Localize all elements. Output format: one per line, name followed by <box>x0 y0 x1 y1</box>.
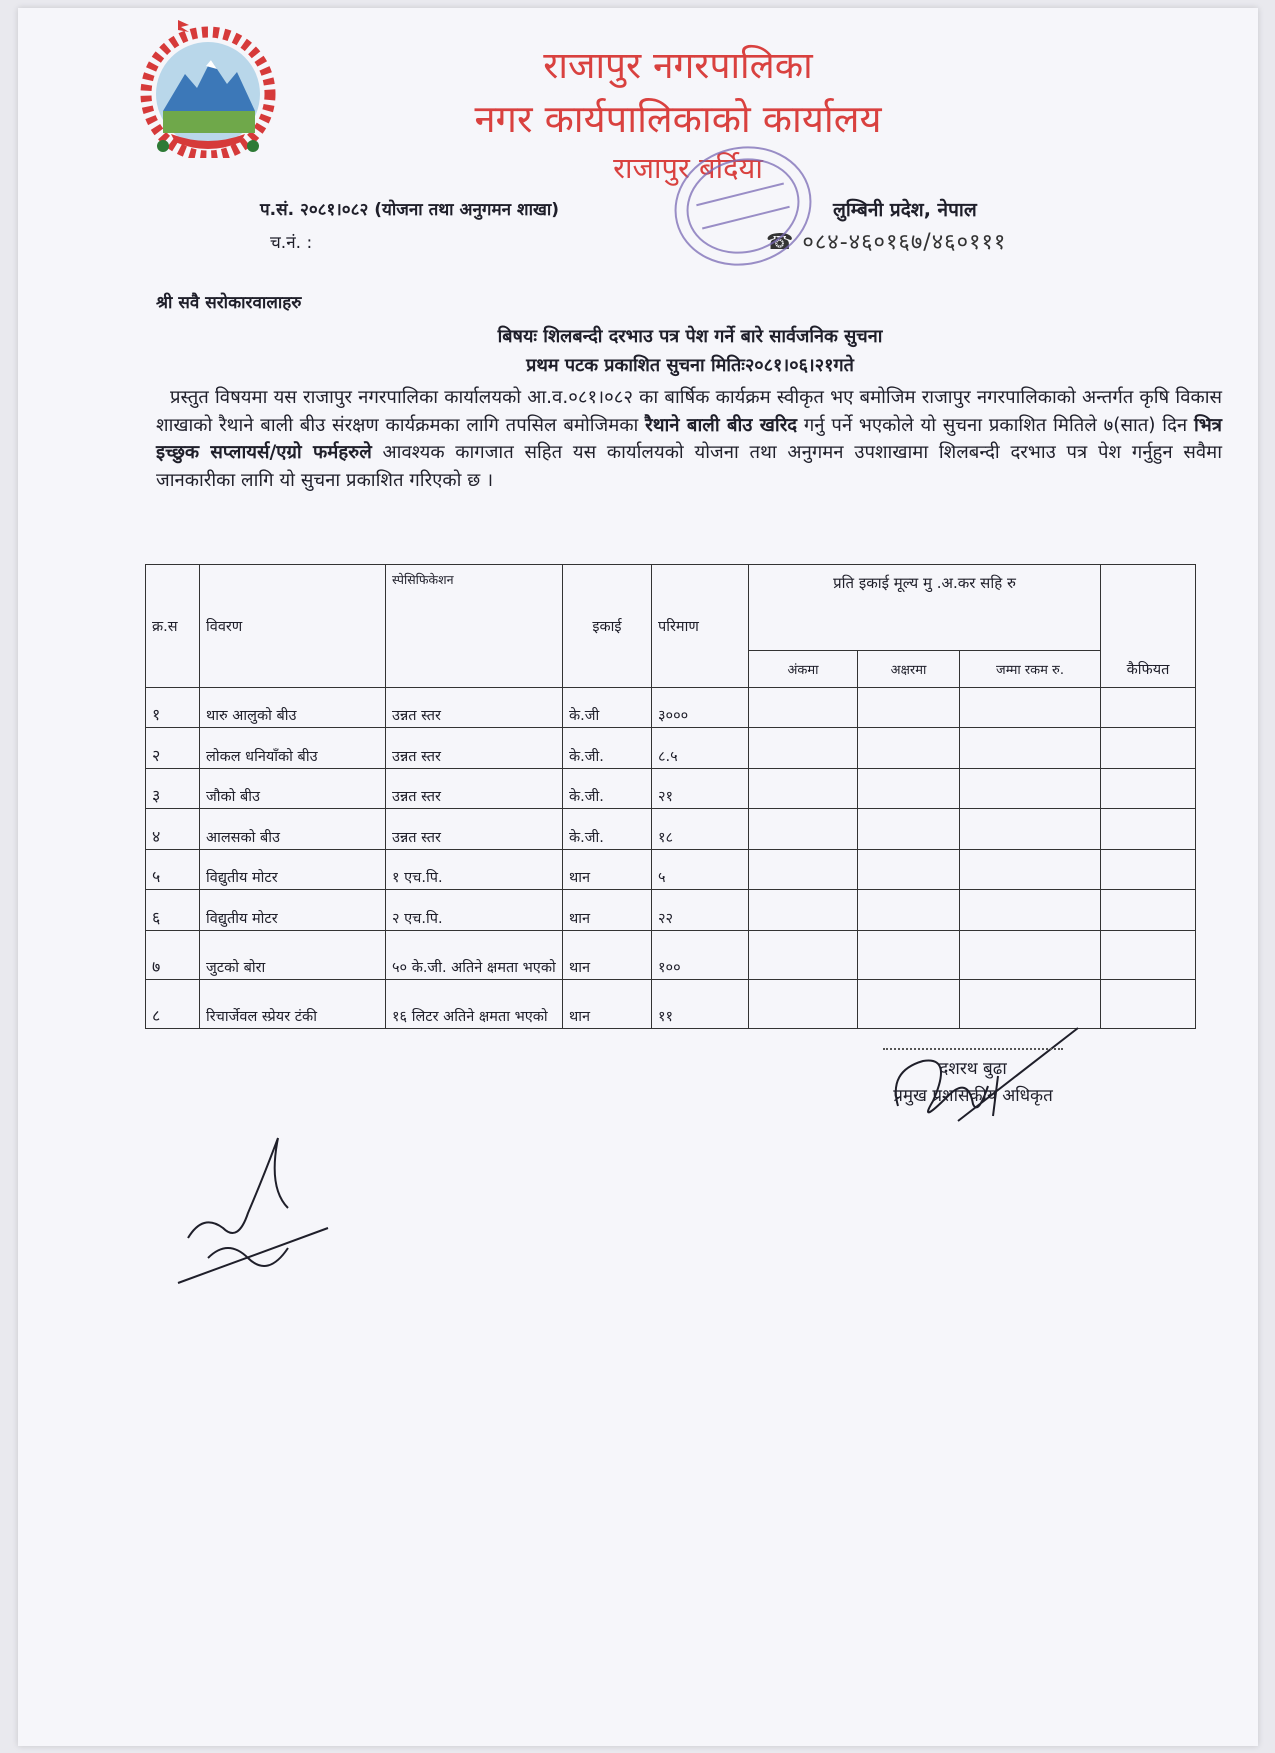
nepal-emblem-icon <box>123 16 293 158</box>
signer-name: दशरथ बुढा <box>939 1059 1007 1079</box>
row-unit: थान <box>563 850 652 890</box>
row-spec: उन्नत स्तर <box>386 728 563 769</box>
header-in-figures: अंकमा <box>749 651 858 688</box>
table-row <box>146 809 1196 850</box>
body-bold-part: भित्र इच्छुक सप्लायर्स/एग्रो फर्महरुले <box>156 414 1222 463</box>
row-unit: थान <box>563 931 652 980</box>
row-quantity: ११ <box>652 980 749 1029</box>
row-description: रिचार्जेवल स्प्रेयर टंकी <box>200 980 386 1029</box>
row-in-figures-cell <box>749 890 858 931</box>
row-total-cell <box>960 728 1101 769</box>
row-in-figures-cell <box>749 809 858 850</box>
row-description: जौको बीउ <box>200 769 386 809</box>
body-text-part: आवश्यक कागजात सहित यस कार्यालयको योजना तथा अनुगमन उपशाखामा शिलबन्दी दरभाउ पत्र पेश गर्नुहुन सवैमा जानकारीका लागि यो सुचना प्रकाशित गरिएको छ । <box>156 442 1223 491</box>
header-unit: इकाई <box>563 565 652 688</box>
row-unit: के.जी <box>563 688 652 728</box>
header-total-amount: जम्मा रकम रु. <box>960 651 1101 688</box>
header-specification: स्पेसिफिकेशन <box>386 565 563 688</box>
header-in-words: अक्षरमा <box>858 651 960 688</box>
row-in-words-cell <box>858 688 960 728</box>
table-row <box>146 688 1196 728</box>
row-in-figures-cell <box>749 728 858 769</box>
row-total-cell <box>960 688 1101 728</box>
row-quantity: १०० <box>652 931 749 980</box>
row-remarks-cell <box>1101 890 1196 931</box>
row-sn: ८ <box>146 980 200 1029</box>
row-sn: ७ <box>146 931 200 980</box>
row-sn: ५ <box>146 850 200 890</box>
row-spec: उन्नत स्तर <box>386 769 563 809</box>
row-description: थारु आलुको बीउ <box>200 688 386 728</box>
row-spec: उन्नत स्तर <box>386 809 563 850</box>
row-quantity: २२ <box>652 890 749 931</box>
row-remarks-cell <box>1101 809 1196 850</box>
reference-number: प.सं. २०८१।०८२ (योजना तथा अनुगमन शाखा) <box>260 200 560 220</box>
row-description: विद्युतीय मोटर <box>200 890 386 931</box>
table-row <box>146 850 1196 890</box>
table-row <box>146 728 1196 769</box>
signature-block <box>838 1048 1108 1106</box>
initial-signature-icon <box>168 1118 338 1298</box>
row-in-figures-cell <box>749 980 858 1029</box>
row-quantity: ३००० <box>652 688 749 728</box>
row-total-cell <box>960 850 1101 890</box>
row-total-cell <box>960 769 1101 809</box>
row-remarks-cell <box>1101 769 1196 809</box>
row-description: जुटको बोरा <box>200 931 386 980</box>
table-row <box>146 890 1196 931</box>
row-unit: के.जी. <box>563 728 652 769</box>
first-published-date: प्रथम पटक प्रकाशित सुचना मितिः२०८१।०६।२१गते <box>526 355 854 376</box>
row-quantity: ८.५ <box>652 728 749 769</box>
row-sn: ३ <box>146 769 200 809</box>
signature-line <box>883 1048 1063 1050</box>
row-spec: १६ लिटर अतिने क्षमता भएको <box>386 980 563 1029</box>
row-spec: ५० के.जी. अतिने क्षमता भएको <box>386 931 563 980</box>
table-row <box>146 769 1196 809</box>
header-remarks: कैफियत <box>1101 565 1196 688</box>
dispatch-number: च.नं. : <box>270 233 313 253</box>
recipient-line: श्री सवै सरोकारवालाहरु <box>156 293 302 313</box>
row-quantity: ५ <box>652 850 749 890</box>
office-name: नगर कार्यपालिकाको कार्यालय <box>474 97 882 141</box>
row-in-words-cell <box>858 728 960 769</box>
row-in-words-cell <box>858 931 960 980</box>
province-label: लुम्बिनी प्रदेश, नेपाल <box>833 199 977 221</box>
office-location: राजापुर बर्दिया <box>613 151 763 185</box>
row-spec: १ एच.पि. <box>386 850 563 890</box>
row-sn: ४ <box>146 809 200 850</box>
body-text-part: प्रस्तुत विषयमा यस राजापुर नगरपालिका कार्यालयको आ.व.०८१।०८२ का बार्षिक कार्यक्रम स्वीकृत भए बमोजिम राजापुर नगरपालिकाको अन्तर्गत कृषि विकास शाखाको रैथाने बाली बीउ संरक्षण कार्यक्रमका लागि तपसिल बमोजिमका <box>156 387 1222 436</box>
header-sn: क्र.स <box>146 565 200 688</box>
notice-body <box>156 384 1222 494</box>
row-sn: १ <box>146 688 200 728</box>
header-quantity: परिमाण <box>652 565 749 688</box>
row-in-words-cell <box>858 809 960 850</box>
row-unit: के.जी. <box>563 809 652 850</box>
row-spec: २ एच.पि. <box>386 890 563 931</box>
row-remarks-cell <box>1101 688 1196 728</box>
header-unit-price: प्रति इकाई मूल्य मु .अ.कर सहि रु <box>749 565 1101 651</box>
row-remarks-cell <box>1101 850 1196 890</box>
row-total-cell <box>960 890 1101 931</box>
row-description: विद्युतीय मोटर <box>200 850 386 890</box>
row-in-figures-cell <box>749 688 858 728</box>
row-in-words-cell <box>858 890 960 931</box>
row-remarks-cell <box>1101 980 1196 1029</box>
row-in-figures-cell <box>749 850 858 890</box>
row-unit: थान <box>563 980 652 1029</box>
row-unit: थान <box>563 890 652 931</box>
row-in-figures-cell <box>749 931 858 980</box>
row-description: लोकल धनियाँको बीउ <box>200 728 386 769</box>
row-unit: के.जी. <box>563 769 652 809</box>
row-total-cell <box>960 809 1101 850</box>
row-in-words-cell <box>858 850 960 890</box>
row-sn: २ <box>146 728 200 769</box>
row-quantity: २१ <box>652 769 749 809</box>
body-text-part: गर्नु पर्ने भएकोले यो सुचना प्रकाशित मितिले ७(सात) दिन <box>797 414 1194 436</box>
notice-subject: बिषयः शिलबन्दी दरभाउ पत्र पेश गर्ने बारे सार्वजनिक सुचना <box>497 326 883 347</box>
notice-page <box>18 8 1258 1746</box>
row-spec: उन्नत स्तर <box>386 688 563 728</box>
items-table <box>145 564 1196 1029</box>
row-remarks-cell <box>1101 728 1196 769</box>
phone-number: ☎ ०८४-४६०१६७/४६०१११ <box>766 230 1007 255</box>
header-description: विवरण <box>200 565 386 688</box>
row-quantity: १८ <box>652 809 749 850</box>
row-in-figures-cell <box>749 769 858 809</box>
row-remarks-cell <box>1101 931 1196 980</box>
row-total-cell <box>960 931 1101 980</box>
row-in-words-cell <box>858 769 960 809</box>
signer-title: प्रमुख प्रशासकीय अधिकृत <box>893 1086 1053 1106</box>
row-sn: ६ <box>146 890 200 931</box>
office-stamp-icon <box>668 136 818 276</box>
body-bold-part: रैथाने बाली बीउ खरिद <box>645 414 798 436</box>
table-row <box>146 931 1196 980</box>
row-description: आलसको बीउ <box>200 809 386 850</box>
municipality-name: राजापुर नगरपालिका <box>543 44 813 87</box>
